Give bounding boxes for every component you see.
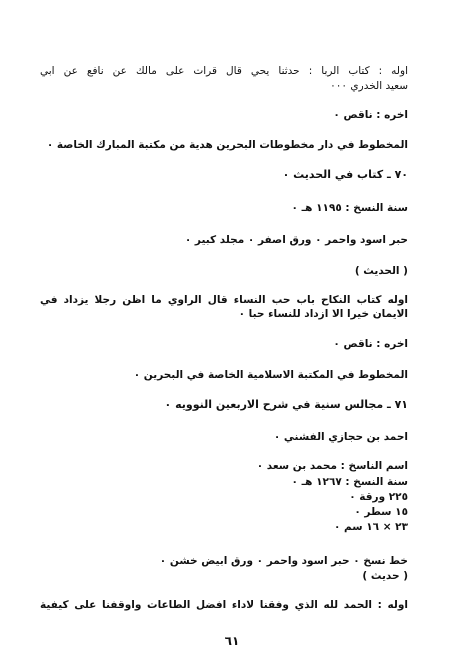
text-line: اسم الناسخ : محمد بن سعد ٠ <box>256 460 408 472</box>
text-line: الايمان خيرا الا ازداد للنساء حبا ٠ <box>238 308 408 320</box>
text-line: ٢٢٥ ورقة ٠ <box>349 491 408 503</box>
entry-heading: ٧١ ـ مجالس سنية في شرح الاربعين النوويه ٠ <box>164 398 408 411</box>
text-line: سنة النسخ : ١١٩٥ هـ ٠ <box>291 202 408 214</box>
text-line: اخره : ناقص ٠ <box>333 109 408 121</box>
text-line: خط نسخ ٠ حبر اسود واحمر ٠ ورق ابيض خشن ٠ <box>159 555 408 567</box>
text-line: اخره : ناقص ٠ <box>333 338 408 350</box>
text-line: سعيد الخدري ٠٠٠ <box>330 80 408 92</box>
text-line: اوله : الحمد لله الذي وفقنا لاداء افضل الطاعات واوقفنا على كيفية <box>40 599 408 611</box>
text-line: ( الحديث ) <box>354 265 408 277</box>
text-line: اوله : كتاب الربا : حدثنا يحي قال قرات على مالك عن نافع عن ابي <box>40 65 408 77</box>
text-line: ٢٣ × ١٦ سم ٠ <box>333 521 408 533</box>
text-line: المخطوط في دار مخطوطات البحرين هدية من مكتبة المبارك الخاصة ٠ <box>46 139 408 151</box>
text-line: المخطوط في المكتبة الاسلامية الخاصة في البحرين ٠ <box>133 369 408 381</box>
text-line: حبر اسود واحمر ٠ ورق اصفر ٠ مجلد كبير ٠ <box>184 234 408 246</box>
entry-heading: ٧٠ ـ كتاب في الحديث ٠ <box>282 168 408 181</box>
text-line: اوله كتاب النكاح باب حب النساء قال الراوي ما اظن رجلا يزداد في <box>40 294 408 306</box>
text-line: ( حديث ) <box>362 570 408 582</box>
text-line: احمد بن حجازي الفشني ٠ <box>273 431 408 443</box>
text-line: ١٥ سطر ٠ <box>354 506 408 518</box>
text-line: سنة النسخ : ١٢٦٧ هـ ٠ <box>291 476 408 488</box>
page-number: ٦١ <box>224 634 240 648</box>
